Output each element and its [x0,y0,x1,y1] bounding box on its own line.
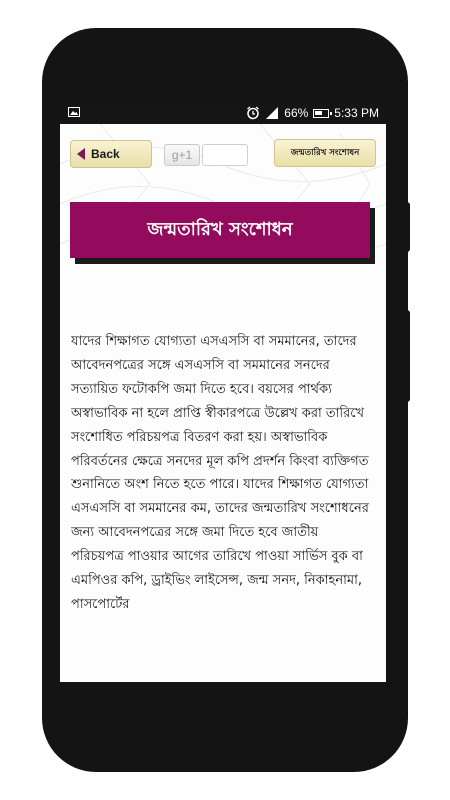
alarm-icon [246,106,260,120]
clock: 5:33 PM [334,106,379,120]
screen [60,102,386,682]
image-icon [68,107,80,117]
status-bar [60,102,386,124]
battery-percent: 66% [284,106,309,120]
gplus-count-box [202,144,248,166]
gplus-label: g+1 [171,148,193,162]
volume-button [404,310,410,402]
article-body: যাদের শিক্ষাগত যোগ্যতা এসএসসি বা সমমানের, তাদের আবেদনপত্রের সঙ্গে এসএসসি বা সমমানের সনদের সত্যায়িত ফটোকপি জমা দিতে হবে। বয়সের পার্থক্য অস্বাভাবিক না হলে প্রাপ্তি স্বীকারপত্রে উল্লেখ করা তারিখে সংশোধিত পরিচয়পত্র বিতরণ করা হয়। অস্বাভাবিক পরিবর্তনের ক্ষেত্রে সনদের মূল কপি প্রদর্শন কিংবা ব্যক্তিগত শুনানিতে অংশ নিতে হতে পারে। যাদের শিক্ষাগত যোগ্যতা এসএসসি বা সমমানের কম, তাদের জন্মতারিখ সংশোধনের জন্য আবেদনপত্রের সঙ্গে জমা দিতে হবে জাতীয় পরিচয়পত্র পাওয়ার আগের তারিখে পাওয়া সার্ভিস বুক বা এমপিওর কপি, ড্রাইভিং লাইসেন্স, জন্ম সনদ, নিকাহনামা, পাসপোর্টের [71,334,369,612]
title-button[interactable] [274,139,376,167]
back-button[interactable] [70,140,152,168]
back-label: Back [91,147,120,161]
power-button [404,202,410,252]
toolbar [60,124,386,186]
page-title-banner [70,202,370,258]
battery-icon [313,109,329,118]
page-title: জন্মতারিখ সংশোধন [147,218,293,240]
app-content [60,124,386,682]
signal-icon [265,106,279,120]
title-button-label: জন্মতারিখ সংশোধন [290,148,360,158]
google-plus-one-button[interactable] [164,144,200,166]
back-arrow-icon [77,148,85,160]
